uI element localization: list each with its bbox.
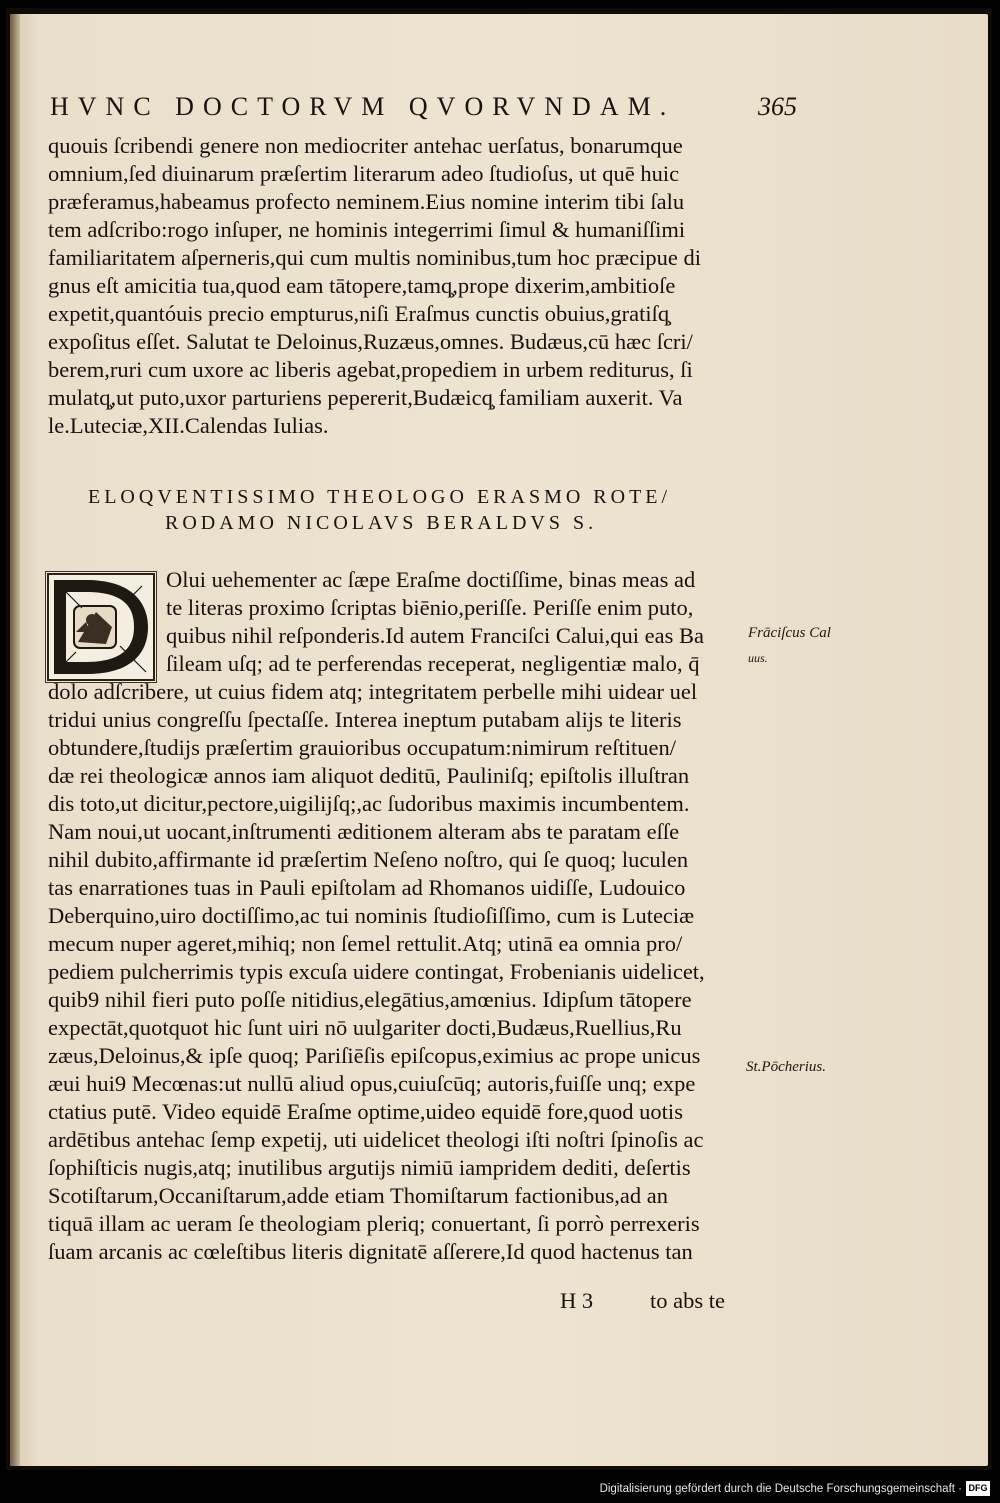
dfg-logo: DFG: [966, 1481, 990, 1496]
text-line: quouis ſcribendi genere non mediocriter antehac uerſatus, bonarumque: [48, 133, 683, 158]
text-line: ſileam uſq; ad te perferendas receperat, negligentiæ malo, q̄: [166, 651, 700, 676]
text-line: gnus eſt amicitia tua,quod eam tātopere,tamq̧,prope dixerim,ambitioſe: [48, 273, 676, 298]
text-line: tridui unius congreſſu ſpectaſſe. Interea ineptum putabam alijs te literis: [48, 707, 682, 732]
text-line: dis toto,ut dicitur,pectore,uigilijſq;,ac ſudoribus maximis incumbentem.: [48, 791, 690, 816]
text-line: berem,ruri cum uxore ac liberis agebat,propediem in urbem rediturus, ſi: [48, 357, 693, 382]
text-line: quibus nihil reſponderis.Id autem Franciſci Calui,qui eas Ba: [166, 623, 705, 648]
text-line: præferamus,habeamus profecto neminem.Eius nomine interim tibi ſalu: [48, 189, 685, 214]
text-line: expoſitus eſſet. Salutat te Deloinus,Ruzæus,omnes. Budæus,cū hæc ſcri/: [48, 329, 693, 354]
margin-note-poncherius: St.Pōcherius.: [746, 1059, 826, 1075]
margin-note-franciscus-cont: uus.: [748, 651, 768, 665]
text-line: Olui uehementer ac ſæpe Eraſme doctiſſime, binas meas ad: [166, 567, 696, 592]
letter-title-line-2: RODAMO NICOLAVS BERALDVS S.: [165, 512, 598, 534]
text-line: quib9 nihil fieri puto poſſe nitidius,elegātius,amœnius. Idipſum tātopere: [48, 987, 692, 1012]
scan-background: [6, 8, 992, 1470]
text-line: expectāt,quotquot hic ſunt uiri nō uulgariter docti,Budæus,Ruellius,Ru: [48, 1015, 682, 1040]
digitization-credit: Digitalisierung gefördert durch die Deutsche Forschungsgemeinschaft ·: [599, 1483, 962, 1495]
text-line: ſophiſticis nugis,atq; inutilibus argutijs nimiū iampridem dediti, deſertis: [48, 1155, 691, 1180]
folio-number: 365: [758, 92, 797, 121]
text-line: ctatius putē. Video equidē Eraſme optime,uideo equidē fore,quod uotis: [48, 1099, 683, 1124]
text-line: tas enarrationes tuas in Pauli epiſtolam ad Rhomanos uidiſſe, Ludouico: [48, 875, 686, 900]
running-title: HVNC DOCTORVM QVORVNDAM.: [50, 92, 676, 121]
text-line: dolo adſcribere, ut cuius fidem atq; integritatem perbelle mihi uidear uel: [48, 679, 698, 704]
book-page: [10, 14, 988, 1466]
top-text-block: [48, 132, 748, 440]
letter-title-line-1: ELOQVENTISSIMO THEOLOGO ERASMO ROTE/: [88, 486, 672, 508]
text-line: mulatq̧,ut puto,uxor parturiens pepererit,Budæicq̧ familiam auxerit. Va: [48, 385, 683, 410]
text-line: Scotiſtarum,Occaniſtarum,adde etiam Thomiſtarum factionibus,ad an: [48, 1183, 669, 1208]
text-line: familiaritatem aſperneris,qui cum multis nominibus,tum hoc præcipue di: [48, 245, 701, 270]
text-line: le.Luteciæ,XII.Calendas Iulias.: [48, 413, 329, 438]
text-line: pediem pulcherrimis typis excuſa uidere contingat, Frobenianis uidelicet,: [48, 959, 705, 984]
text-line: expetit,quantóuis precio empturus,niſi Eraſmus cunctis obuius,gratiſq̧: [48, 301, 670, 326]
text-line: mecum nuper ageret,mihiq; non ſemel rettulit.Atq; utinā ea omnia pro/: [48, 931, 683, 956]
main-text-block: [48, 566, 748, 1266]
text-line: æui hui9 Mecœnas:ut nullū aliud opus,cuiuſcūq; autoris,fuiſſe unq; expe: [48, 1071, 696, 1096]
page-gutter: [10, 14, 20, 1466]
margin-note-franciscus: Frāciſcus Cal: [748, 625, 831, 641]
text-line: omnium,ſed diuinarum præſertim literarum adeo ſtudioſus, ut quē huic: [48, 161, 680, 186]
text-line: tiquā illam ac ueram ſe theologiam pleriq; conuertant, ſi porrò perrexeris: [48, 1211, 700, 1236]
catchword: to abs te: [650, 1288, 725, 1313]
signature-mark: H 3: [560, 1288, 594, 1313]
text-line: ſuam arcanis ac cœleſtibus literis dignitatē aſſerere,Id quod hactenus tan: [48, 1239, 693, 1264]
text-line: nihil dubito,affirmante id præſertim Neſeno noſtro, qui ſe quoq; luculen: [48, 847, 689, 872]
text-line: dæ rei theologicæ annos iam aliquot deditū, Pauliniſq; epiſtolis illuſtran: [48, 763, 690, 788]
text-line: te literas proximo ſcriptas biēnio,periſſe. Periſſe enim puto,: [166, 595, 694, 620]
text-line: Nam noui,ut uocant,inſtrumenti æditionem alteram abs te paratam eſſe: [48, 819, 680, 844]
text-line: obtundere,ſtudijs præſertim grauioribus occupatum:nimirum reſtituen/: [48, 735, 677, 760]
text-line: ardētibus antehac ſemp expetij, uti uidelicet theologi iſti noſtri ſpinoſis ac: [48, 1127, 704, 1152]
text-line: tem adſcribo:rogo inſuper, ne hominis integerrimi ſimul & humaniſſimi: [48, 217, 686, 242]
text-line: Deberquino,uiro doctiſſimo,ac tui nominis ſtudioſiſſimo, cum is Luteciæ: [48, 903, 695, 928]
text-line: zæus,Deloinus,& ipſe quoq; Pariſiēſis epiſcopus,eximius ac prope unicus: [48, 1043, 701, 1068]
